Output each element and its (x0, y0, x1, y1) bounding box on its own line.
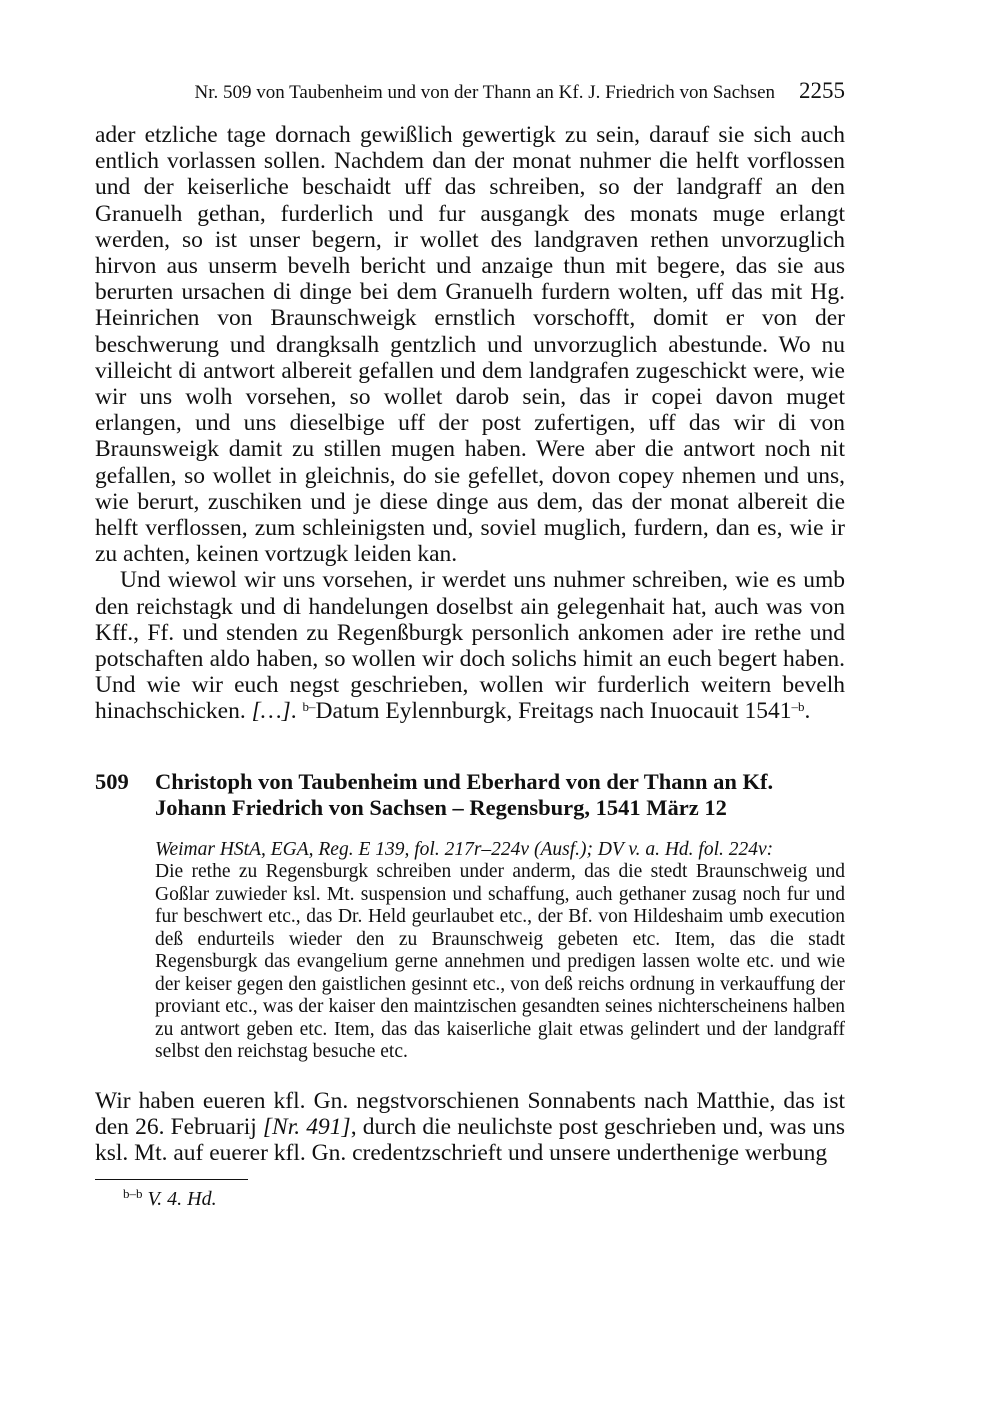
regest-text: Die rethe zu Regensburgk schreiben under anderm, das die stedt Braunschweig und Goßlar zuwieder ksl. Mt. suspension und schaffung, auch gethaner zusag noch fur und fur beschwert etc., das Dr. Held geurlaubet etc., der Bf. von Hildeshaim umb execution deß endurteils wieder den zu Braunschweig gebeten etc. Item, das die stadt Regensburgk das evangelium gerne annehmen und predigen lassen wolte etc. und wie der keiser gegen den gaistlichen gesinnt etc., von deß reichs ordnung in verkauffung der proviant etc., was der kaiser den maintzischen gesandten seines nichterscheinens halben zu antwort geben etc. Item, das das kaiserliche glait etwas gelindert und der landgraff selbst den reichstag besuche etc. (155, 861, 845, 1063)
siglum-close: –b (791, 699, 805, 715)
document-title: Christoph von Taubenheim und Eberhard von der Thann an Kf. Johann Friedrich von Sachsen – Regensburg, 1541 März 12 (155, 768, 774, 820)
paragraph-2-text: Und wiewol wir uns vorsehen, ir werdet uns nuhmer schreiben, wie es umb den reichstagk und di handelungen doselbst ain gelegenhait hat, auch was von Kff., Ff. und stenden zu Regenßburgk personlich ankomen ader ire rethe und potschaften aldo haben, so wollen wir doch solichs himit an euch begert haben. Und wie wir euch negst geschrieben, wollen wir furderlich weitern bevelh hinachschicken. (95, 567, 845, 725)
page-number: 2255 (799, 78, 845, 103)
siglum-open: b– (302, 699, 316, 715)
document-number: 509 (95, 768, 129, 794)
document-text (95, 1088, 845, 1167)
footnote-rule (95, 1179, 248, 1180)
running-head (95, 78, 845, 108)
document-text-part-a: Wir haben eueren kfl. Gn. negstvorschienen Sonnabents nach Matthie, das ist den 26. Februarij (95, 1087, 845, 1140)
continued-letter-text (95, 122, 845, 725)
running-head-title: Nr. 509 von Taubenheim und von der Thann an Kf. J. Friedrich von Sachsen (194, 82, 775, 103)
omission-mark: […] (251, 698, 291, 725)
footnote-siglum: b–b (123, 1186, 143, 1202)
document-heading (95, 769, 845, 821)
paragraph-1: ader etzliche tage dornach gewißlich gewertigk zu sein, darauf sie sich auch entlich vorlassen sollen. Nachdem dan der monat nuhmer die helft vorflossen und der keiserliche beschaidt uff das schreiben, so der landgraff an den Granuelh gethan, furderlich und fur ausgangk des monats muge erlangt werden, so ist unser begern, ir wollet des landgraven rethen unvorzuglich hirvon aus unserm bevelh bericht und anzaige thun mit begere, das sie aus berurten ursachen di dinge bei dem Granuelh furdern wolten, uff das mit Hg. Heinrichen von Braunschweigk ernstlich vorschofft, domit er von der beschwerung und drangksalh gentzlich und unvorzuglich abestunde. Wo nu villeicht di antwort albereit gefallen und dem landgrafen zugeschickt were, wie wir uns wolh vorsehen, so wollet darob sein, das ir copei davon muget erlangen, und uns dieselbige uff der post zufertigen, uff das wir di von Braunsweigk damit zu stillen mugen haben. Were aber die antwort noch nit gefallen, so wollet in gleichnis, do sie gefellet, dovon copey nhemen und uns, wie berurt, zuschiken und je diese dinge aus dem, das der monat albereit die helft verflossen, zum schleinigsten und, soviel muglich, furdern, dan es, wie ir zu achten, keinen vortzugk leiden kan. (95, 122, 845, 568)
document-text-part-b: , durch die neulichste post geschrieben und, was uns ksl. Mt. auf euerer kfl. Gn. credentzschrieft und unsere underthenige werbung (95, 1113, 845, 1167)
dating-line: Datum Eylennburgk, Freitags nach Inuocauit 1541 (315, 698, 792, 725)
page (95, 78, 845, 1211)
paragraph-2: Und wiewol wir uns vorsehen, ir werdet uns nuhmer schreiben, wie es umb den reichstagk und di handelungen doselbst ain gelegenhait hat, auch was von Kff., Ff. und stenden zu Regenßburgk personlich ankomen ader ire rethe und potschaften aldo haben, so wollen wir doch solichs himit an euch begert haben. Und wie wir euch negst geschrieben, wollen wir furderlich weitern bevelh hinachschicken. […]. $^{b-}$Datum Eylennburgk, Freitags nach Inuocauit $1541^{-b}$. (95, 567, 845, 725)
footnote (123, 1187, 845, 1211)
source-reference: Weimar HStA, EGA, Reg. E 139, fol. 217r–224v (Ausf.); DV v. a. Hd. fol. 224v: (155, 838, 774, 860)
footnote-text: V. 4. Hd. (147, 1188, 217, 1211)
source-note (155, 839, 845, 1064)
cross-reference: [Nr. 491] (262, 1113, 351, 1140)
